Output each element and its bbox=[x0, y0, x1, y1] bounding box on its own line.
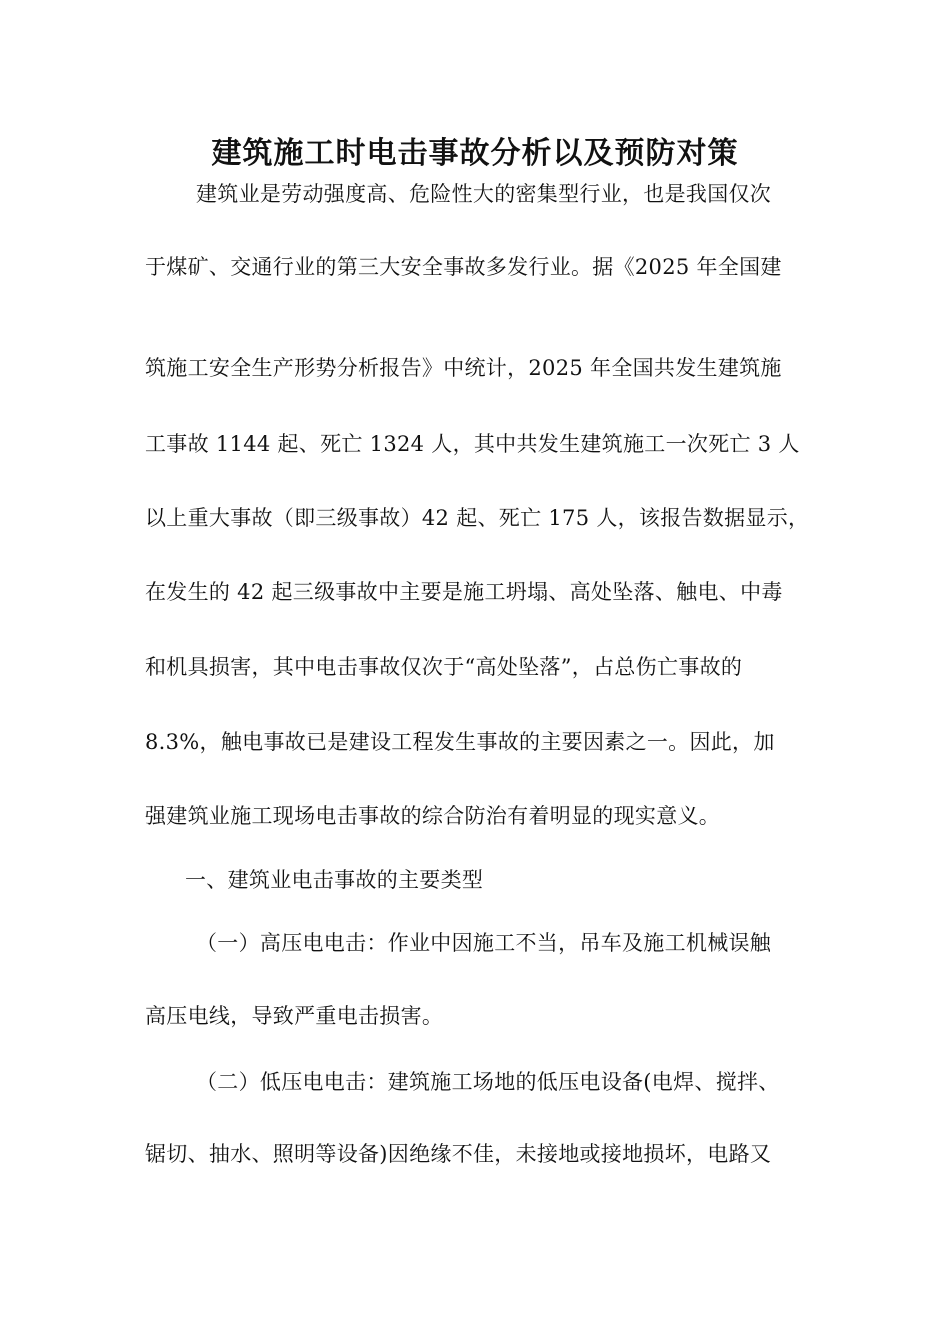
paragraph-line: 于煤矿、交通行业的第三大安全事故多发行业。据《2025 年全国建 bbox=[145, 255, 782, 279]
paragraph-line: 和机具损害，其中电击事故仅次于“高处坠落”，占总伤亡事故的 bbox=[145, 655, 743, 679]
document-title: 建筑施工时电击事故分析以及预防对策 bbox=[211, 136, 739, 171]
paragraph-line: 以上重大事故（即三级事故）42 起、死亡 175 人，该报告数据显示， bbox=[145, 506, 810, 530]
paragraph-line: 8.3%，触电事故已是建设工程发生事故的主要因素之一。因此，加 bbox=[145, 730, 775, 754]
paragraph-line: 筑施工安全生产形势分析报告》中统计，2025 年全国共发生建筑施 bbox=[145, 356, 782, 380]
paragraph-line: （一）高压电电击：作业中因施工不当，吊车及施工机械误触 bbox=[196, 931, 772, 955]
paragraph-line: 在发生的 42 起三级事故中主要是施工坍塌、高处坠落、触电、中毒 bbox=[145, 580, 783, 604]
paragraph-line: 工事故 1144 起、死亡 1324 人，其中共发生建筑施工一次死亡 3 人 bbox=[145, 432, 800, 456]
paragraph-line: （二）低压电电击：建筑施工场地的低压电设备(电焊、搅拌、 bbox=[196, 1070, 780, 1094]
paragraph-line: 高压电线，导致严重电击损害。 bbox=[145, 1004, 444, 1028]
paragraph-line: 建筑业是劳动强度高、危险性大的密集型行业，也是我国仅次 bbox=[196, 182, 772, 206]
paragraph-line: 强建筑业施工现场电击事故的综合防治有着明显的现实意义。 bbox=[145, 804, 721, 828]
paragraph-line: 锯切、抽水、照明等设备)因绝缘不佳，未接地或接地损坏，电路又 bbox=[145, 1142, 772, 1166]
section-heading: 一、建筑业电击事故的主要类型 bbox=[185, 868, 484, 892]
